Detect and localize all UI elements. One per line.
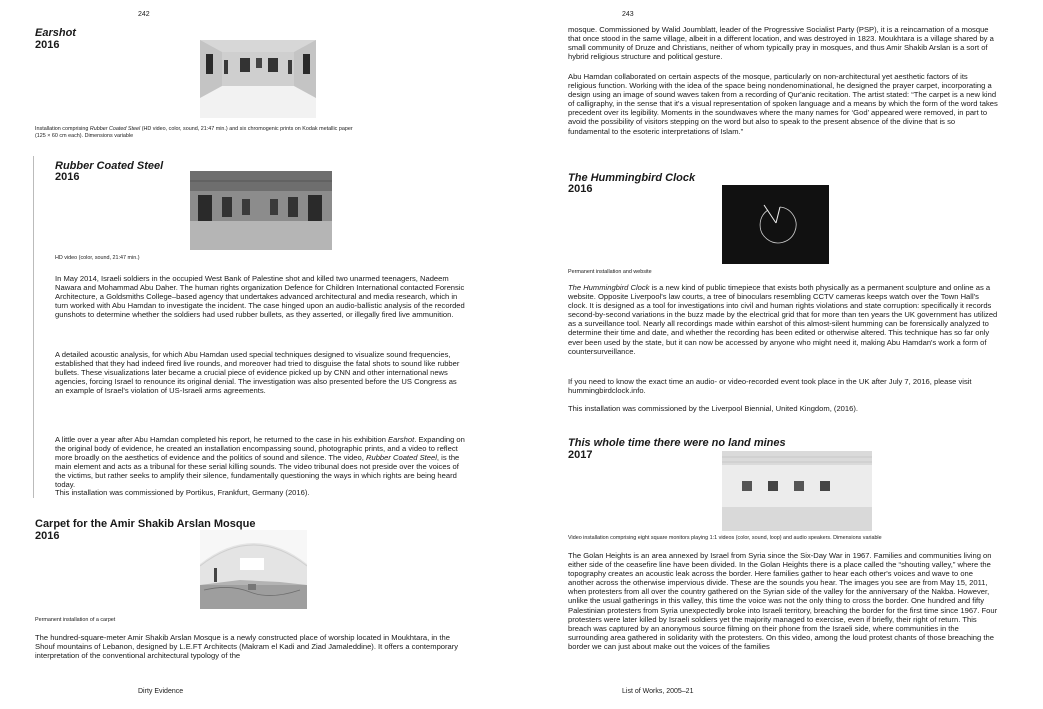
rubber-photo [190, 171, 332, 250]
rubber-paragraph-2: A detailed acoustic analysis, for which Abu Hamdan used special techniques designed to visualize sound frequencies, established that they had indeed fired live rounds, and moreover had tried to disguise the fatal shots to sound like rubber bullets. These visualizations later became a crucial piece of evidence picked up by CNN and other international news agencies, forcing Israel to renounce its original denial. The investigation was also presented before the US Congress as an example of Israel's violation of US-Israeli arms agreements. [55, 350, 460, 396]
section-rule [33, 156, 34, 498]
hummingbird-paragraph-2: If you need to know the exact time an audio- or video-recorded event took place in the UK after July 7, 2016, please visit hummingbirdclock.info. [568, 377, 972, 396]
hummingbird-paragraph-3: This installation was commissioned by the Liverpool Biennial, United Kingdom, (2016). [568, 404, 858, 413]
landmines-title: This whole time there were no land mines [568, 437, 786, 449]
page-number: 243 [622, 11, 634, 18]
hummingbird-paragraph-1: The Hummingbird Clock is a new kind of public timepiece that exists both physically as a permanent sculpture and online as a website. Opposite Liverpool's law courts, a tree of binoculars resembling CCTV cameras keeps watch over the Town Hall's clock. It is designed as a tool for investigations into civil and human rights violations and state corruption: specifically it records second-by-second variations in the buzz made by the electrical grid that for more than ten years the UK government has utilized as a surveillance tool. Nearly all recordings made within earshot of this almost-silent humming can be forensically analyzed to determine their time and date, and whether the recording has been edited or otherwise altered. This technique has so far only ever been used by the state, but it can now be accessed by anyone who might need it, making Abu Hamdan's work a form of countersurveillance. [568, 283, 998, 356]
earshot-title: Earshot [35, 27, 76, 39]
earshot-caption: Installation comprising Rubber Coated Steel (HD video, color, sound, 21:47 min.) and six chromogenic prints on Kodak metallic paper (125 × 60 cm each). Dimensions variable [35, 126, 353, 139]
rubber-paragraph-3: A little over a year after Abu Hamdan completed his report, he returned to the case in his exhibition Earshot. Expanding on the original body of evidence, he created an installation encompassing sound, photographic prints, and a video to reflect more broadly on the aesthetics of evidence and the politics of sound and silence. The video, Rubber Coated Steel, is the main element and acts as a tribunal for these serial killing sounds. The video tribunal does not preside over the voices of the victims, but rather seeks to amplify their silence, fundamentally questioning the ways in which rights are being heard today. [55, 435, 465, 490]
landmines-caption: Video installation comprising eight square monitors playing 1:1 videos (color, sound, loop) and audio speakers. Dimensions variable [568, 535, 882, 541]
left-footer: Dirty Evidence [138, 688, 184, 695]
landmines-photo [722, 451, 872, 531]
hummingbird-year: 2016 [568, 183, 593, 195]
page-number: 242 [138, 11, 150, 18]
landmines-paragraph-1: The Golan Heights is an area annexed by Israel from Syria since the Six-Day War in 1967. Families and communities living on either side of the ceasefire line have been divided. In the Golan Heights there is a place called the “shouting valley,” where the topography creates an acoustic leak across the border. Here families gather to hear each other's voices and wave to one another across the otherwise impervious divide. These are the sounds you hear. The images you see are from May 15, 2011, when protesters from all over the country gathered on the Syrian side of the valley for the anniversary of the Nakba. However, unlike the usual gatherings in this valley, this time the voice was not the only thing to cross the border. One hundred and fifty Palestinian protesters from Syria unexpectedly broke into Israeli territory, breaching the border for the first time since 1967. Four protesters were later killed by Israeli soldiers yet the majority managed to exercise, even if briefly, their right of return. This breach was captured by an anonymous source filming on their phone from the Israeli side, where communities in the surrounding area gathered in solidarity with the protesters. On this video, among the loud protest chants of those breaching the border we can just about make out the voices of the families [568, 551, 998, 651]
earshot-photo [200, 40, 316, 118]
carpet-paragraph-1: The hundred-square-meter Amir Shakib Arslan Mosque is a newly constructed place of worship located in Moukhtara, in the Shouf mountains of Lebanon, designed by L.E.FT Architects (Makram el Kadi and Ziad Jamaleddine). It offers a contemporary interpretation of the conventional architectural typology of the [35, 633, 459, 661]
rubber-paragraph-1: In May 2014, Israeli soldiers in the occupied West Bank of Palestine shot and killed two unarmed teenagers, Nadeem Nawara and Mohammad Abu Daher. The human rights organization Defence for Children International contacted Forensic Architecture, a Goldsmiths College–based agency that undertakes advanced architectural and media research, which in turn worked with Abu Hamdan to investigate the incident. The case hinged upon an audio-ballistic analysis of the recorded gunshots to determine whether the soldiers had used rubber bullets, as they asserted, or illegally fired live ammunition. [55, 274, 465, 320]
earshot-year: 2016 [35, 39, 60, 51]
carpet-title: Carpet for the Amir Shakib Arslan Mosque [35, 518, 256, 530]
carpet-photo [200, 530, 307, 609]
hummingbird-photo [722, 185, 829, 264]
right-footer: List of Works, 2005–21 [622, 688, 694, 695]
mosque-paragraph-2: Abu Hamdan collaborated on certain aspects of the mosque, particularly on non-architectural yet aesthetic factors of its religious function. Working with the idea of the space being nondenominational, he designed the prayer carpet, incorporating a design using an image of sound waves taken from a recording of Qur'anic recitation. The artist stated: “The carpet is a new kind of calligraphy, in the sense that it's a visual representation of spoken language and a means by which the form of the word takes precedent over its legibility. Moments in the soundwaves where the many names for ‘God’ appeared were removed, in part to avoid the possibility of visitors stepping on the word but also to speak to the present absence of the divine that is so fundamental to the esoteric interpretations of Islam.” [568, 72, 998, 136]
right-page [522, 0, 1043, 709]
left-page [0, 0, 521, 709]
rubber-paragraph-4: This installation was commissioned by Portikus, Frankfurt, Germany (2016). [55, 488, 310, 497]
carpet-caption: Permanent installation of a carpet [35, 617, 116, 623]
landmines-year: 2017 [568, 449, 593, 461]
rubber-year: 2016 [55, 171, 80, 183]
carpet-year: 2016 [35, 530, 60, 542]
mosque-paragraph-1: mosque. Commissioned by Walid Joumblatt, leader of the Progressive Socialist Party (PSP), it is a reincarnation of a mosque that once stood in the same village, albeit in a different location, and was destroyed in 1823. Moukhtara is a village shared by a small community of Druze and Christians, neither of whom typically pray in mosques, and thus Amir Shakib Arslan is a sort of hybrid religious structure and political gesture. [568, 25, 994, 62]
rubber-caption: HD video (color, sound, 21:47 min.) [55, 255, 140, 261]
rubber-title: Rubber Coated Steel [55, 160, 164, 172]
hummingbird-title: The Hummingbird Clock [568, 172, 696, 184]
hummingbird-caption: Permanent installation and website [568, 269, 652, 275]
